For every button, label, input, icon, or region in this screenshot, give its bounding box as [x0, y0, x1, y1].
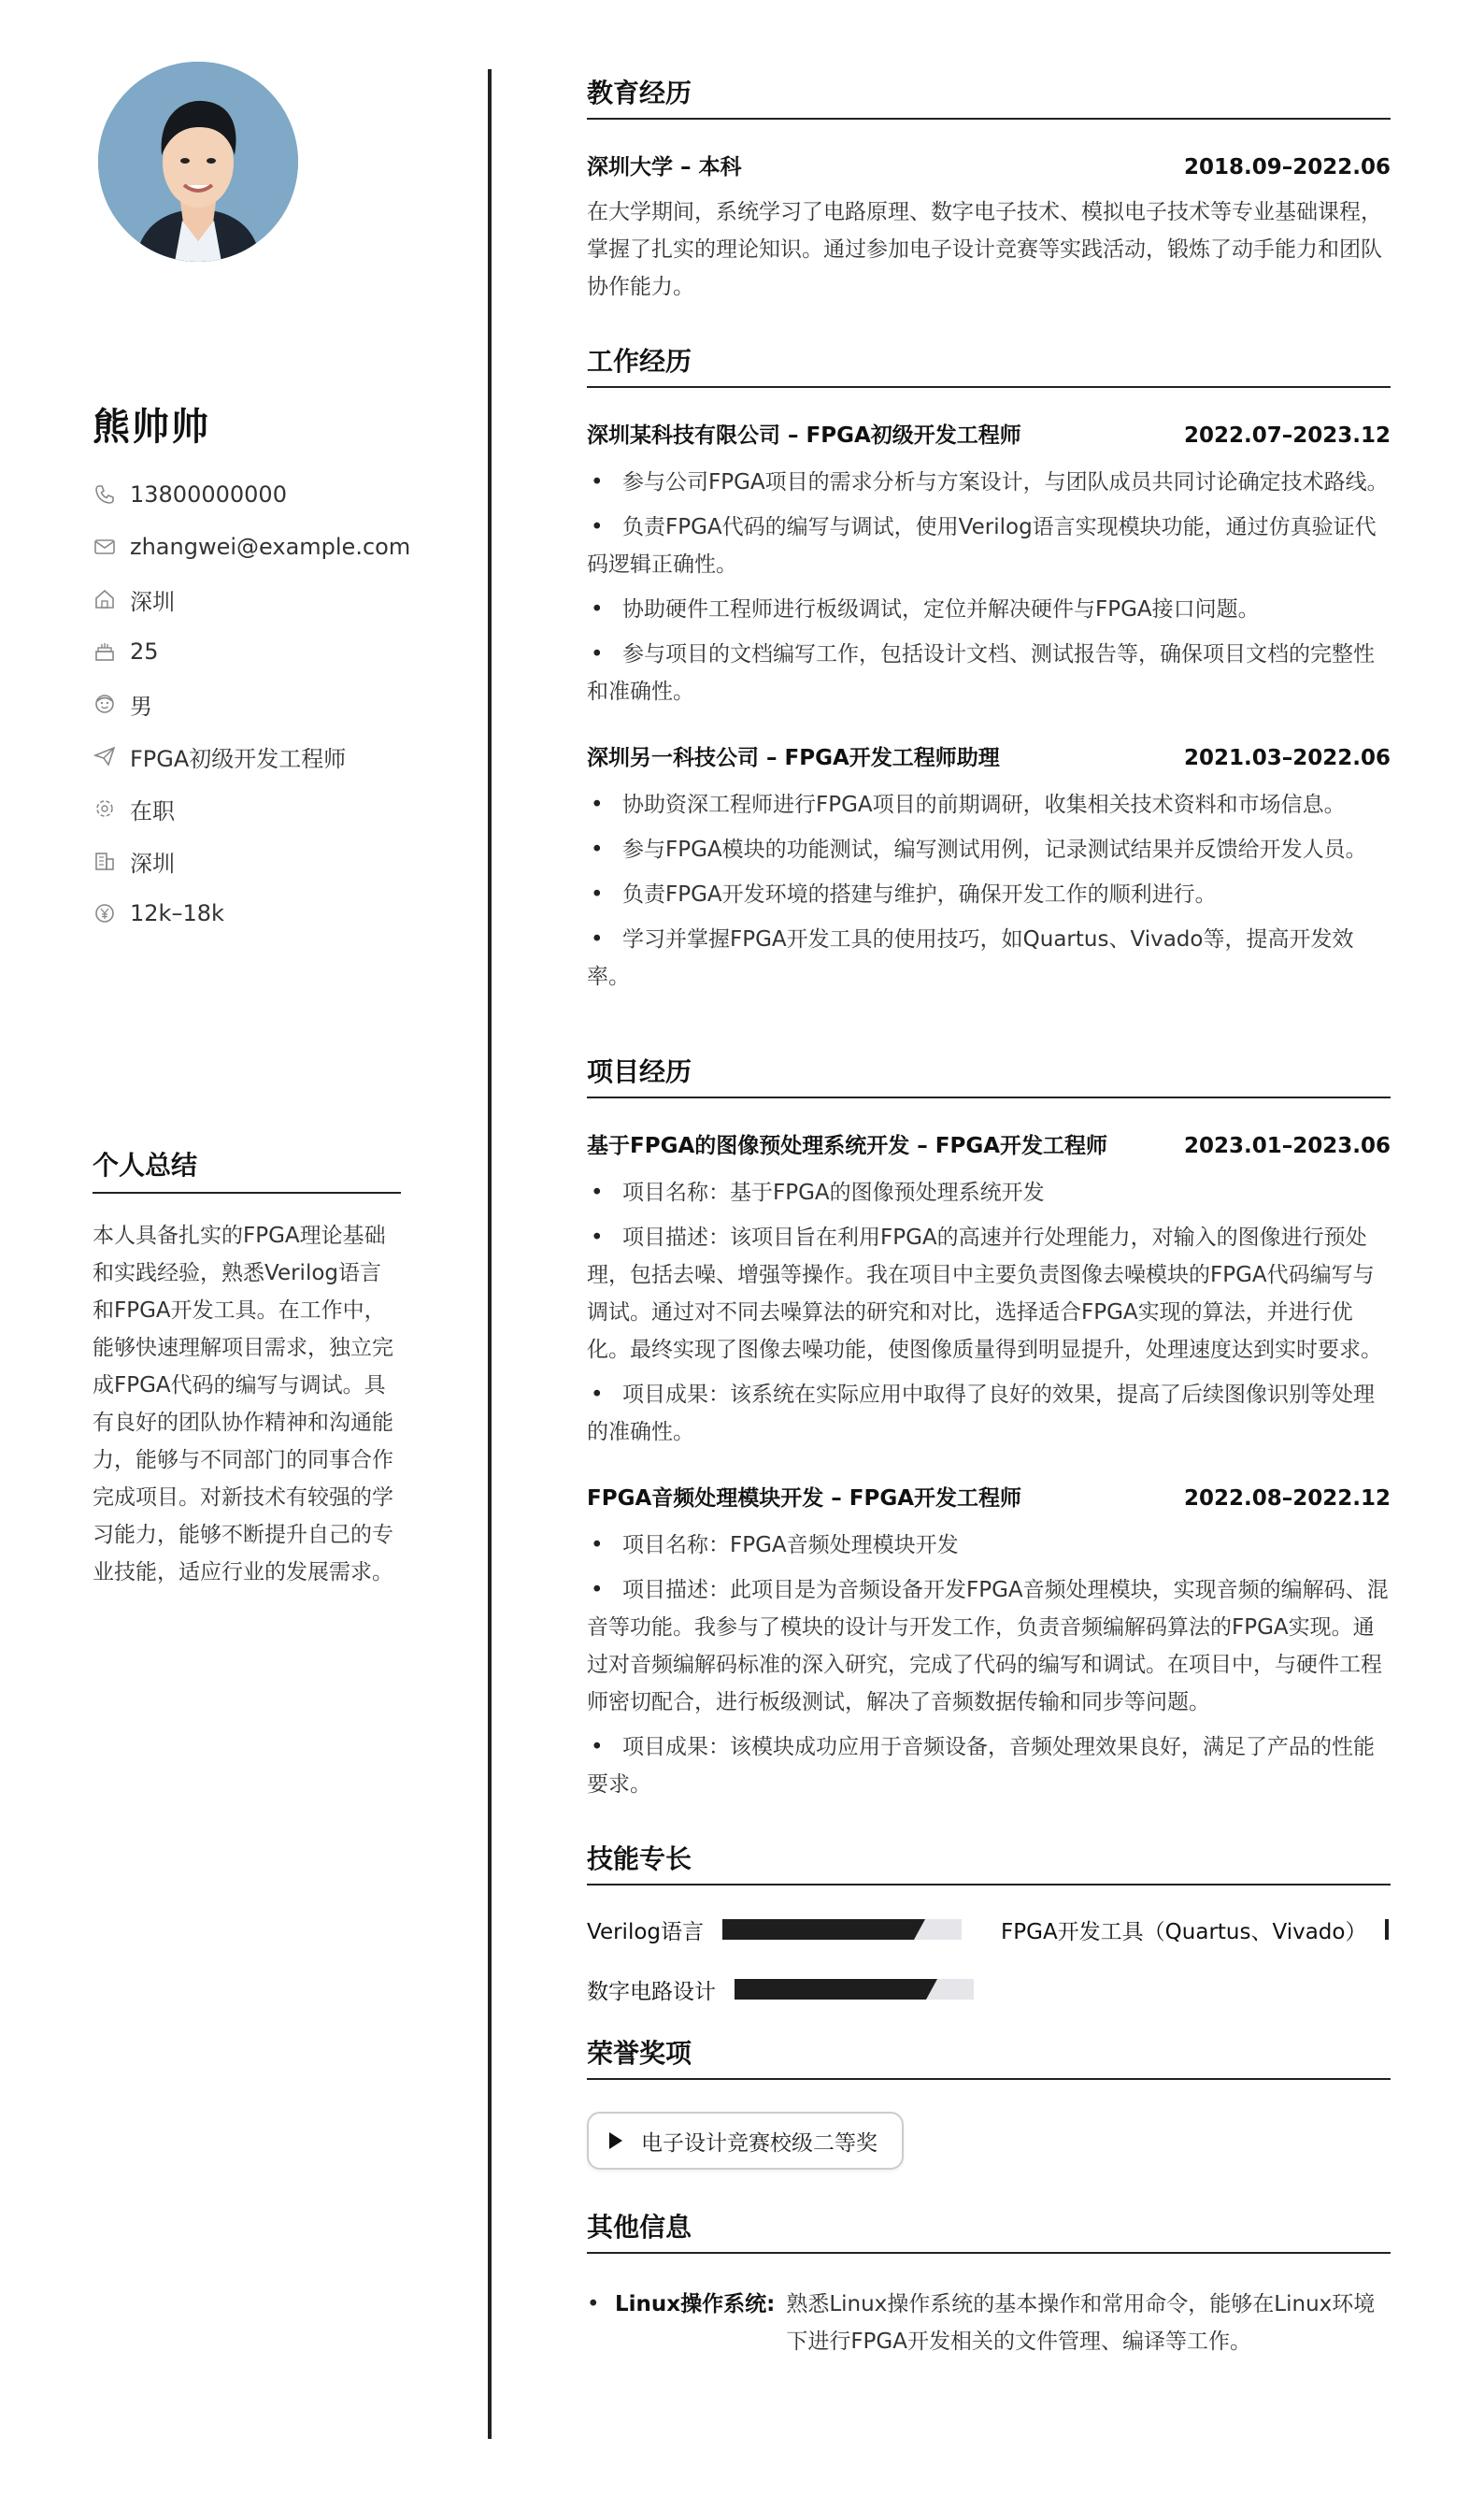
projects-title: 项目经历	[587, 1052, 1391, 1098]
main-content	[587, 73, 1391, 2360]
list-item: • 参与项目的文档编写工作，包括设计文档、测试报告等，确保项目文档的完整性和准确性。	[587, 636, 1391, 710]
award-badge[interactable]	[587, 2112, 904, 2170]
contact-age: 25	[130, 638, 159, 665]
contact-email: zhangwei@example.com	[130, 534, 411, 560]
avatar	[98, 62, 298, 262]
contact-location: 深圳	[130, 588, 175, 615]
education-head	[587, 150, 1391, 180]
skills-title: 技能专长	[587, 1839, 1391, 1885]
list-item: • 参与FPGA模块的功能测试，编写测试用例，记录测试结果并反馈给开发人员。	[587, 831, 1391, 868]
contact-item-email	[93, 521, 410, 573]
other-section	[587, 2207, 1391, 2360]
list-item: • 项目描述：该项目旨在利用FPGA的高速并行处理能力，对输入的图像进行预处理，包括去噪、增强等操作。我在项目中主要负责图像去噪模块的FPGA代码编写与调试。通过对不同去噪算法的研究和对比，选择适合FPGA实现的算法，并进行优化。最终实现了图像去噪功能，使图像质量得到明显提升，处理速度达到实时要求。	[587, 1219, 1391, 1369]
contact-status: 在职	[130, 797, 175, 824]
mail-icon	[93, 535, 117, 559]
status-icon	[93, 796, 117, 821]
contact-phone: 13800000000	[130, 481, 287, 508]
skill-row	[587, 1914, 1391, 1945]
list-item: • 项目名称：基于FPGA的图像预处理系统开发	[587, 1174, 1391, 1211]
project-date: 2023.01–2023.06	[1183, 1134, 1391, 1158]
contact-item-status	[93, 782, 410, 835]
skill-label: 数字电路设计	[587, 1979, 716, 2004]
contact-item-gender	[93, 678, 410, 730]
list-item: • 项目成果：该模块成功应用于音频设备，音频处理效果良好，满足了产品的性能要求。	[587, 1728, 1391, 1803]
skill-bar	[735, 1979, 974, 2000]
contact-city: 深圳	[130, 850, 175, 877]
contact-item-age	[93, 625, 410, 678]
education-desc: 在大学期间，系统学习了电路原理、数字电子技术、模拟电子技术等专业基础课程，掌握了扎实的理论知识。通过参加电子设计竞赛等实践活动，锻炼了动手能力和团队协作能力。	[587, 200, 1382, 299]
contact-item-city	[93, 835, 410, 887]
skill-bar-fill	[722, 1919, 914, 1940]
work-title: 工作经历	[587, 341, 1391, 388]
list-item: • 协助硬件工程师进行板级调试，定位并解决硬件与FPGA接口问题。	[587, 591, 1391, 628]
skill-bar-fill	[735, 1979, 926, 2000]
skills-section	[587, 1839, 1391, 2005]
job-date: 2021.03–2022.06	[1183, 746, 1391, 770]
skill-bar	[722, 1919, 962, 1940]
skill-label: FPGA开发工具（Quartus、Vivado）	[1001, 1919, 1367, 1944]
job-title: 深圳另一科技公司 – FPGA开发工程师助理	[587, 746, 1000, 770]
project-date: 2022.08–2022.12	[1183, 1486, 1391, 1511]
contact-position: FPGA初级开发工程师	[130, 745, 347, 772]
job-date: 2022.07–2023.12	[1183, 423, 1391, 448]
contact-gender: 男	[130, 693, 152, 720]
list-item: • 负责FPGA代码的编写与调试，使用Verilog语言实现模块功能，通过仿真验证代码逻辑正确性。	[587, 509, 1391, 583]
job-head	[587, 740, 1391, 771]
other-title: 其他信息	[587, 2207, 1391, 2254]
project-head	[587, 1481, 1391, 1512]
other-item	[587, 2286, 1391, 2360]
vertical-divider	[488, 69, 492, 2439]
skill-label: Verilog语言	[587, 1919, 705, 1944]
contact-list	[93, 468, 410, 939]
skill-bar	[1385, 1919, 1389, 1940]
skill-row	[587, 1973, 1391, 2005]
project-head	[587, 1128, 1391, 1159]
list-item: • 参与公司FPGA项目的需求分析与方案设计，与团队成员共同讨论确定技术路线。	[587, 464, 1391, 501]
contact-item-phone	[93, 468, 410, 521]
contact-salary: 12k–18k	[130, 900, 224, 926]
education-school: 深圳大学 – 本科	[587, 155, 742, 179]
list-item: • 负责FPGA开发环境的搭建与维护，确保开发工作的顺利进行。	[587, 876, 1391, 913]
education-section	[587, 73, 1391, 306]
list-item: • 协助资深工程师进行FPGA项目的前期调研，收集相关技术资料和市场信息。	[587, 786, 1391, 824]
award-label: 电子设计竞赛校级二等奖	[641, 2130, 878, 2156]
project-bullets	[587, 1174, 1391, 1451]
building-icon	[93, 849, 117, 873]
projects-section	[587, 1052, 1391, 1803]
list-item: • 项目名称：FPGA音频处理模块开发	[587, 1527, 1391, 1564]
avatar-photo-icon	[98, 62, 298, 262]
awards-title: 荣誉奖项	[587, 2033, 1391, 2080]
contact-item-location	[93, 573, 410, 625]
list-item: • 项目描述：此项目是为音频设备开发FPGA音频处理模块，实现音频的编解码、混音等功能。我参与了模块的设计与开发工作，负责音频编解码算法的FPGA实现。通过对音频编解码标准的深入研究，完成了代码的编写和调试。在项目中，与硬件工程师密切配合，进行板级测试，解决了音频数据传输和同步等问题。	[587, 1571, 1391, 1721]
summary-title: 个人总结	[93, 1145, 401, 1194]
yuan-icon	[93, 901, 117, 925]
project-title: 基于FPGA的图像预处理系统开发 – FPGA开发工程师	[587, 1134, 1108, 1158]
awards-section	[587, 2033, 1391, 2170]
other-value: 熟悉Linux操作系统的基本操作和常用命令，能够在Linux环境下进行FPGA开发相关的文件管理、编译等工作。	[786, 2292, 1376, 2354]
list-item: • 项目成果：该系统在实际应用中取得了良好的效果，提高了后续图像识别等处理的准确性。	[587, 1376, 1391, 1451]
face-icon	[93, 692, 117, 716]
project-title: FPGA音频处理模块开发 – FPGA开发工程师	[587, 1486, 1022, 1511]
job-bullets	[587, 786, 1391, 996]
contact-item-salary	[93, 887, 410, 939]
bullet-icon: •	[587, 2292, 600, 2316]
other-key: Linux操作系统:	[615, 2292, 776, 2316]
education-title: 教育经历	[587, 73, 1391, 120]
job-head	[587, 418, 1391, 449]
phone-icon	[93, 482, 117, 507]
summary-text: 本人具备扎实的FPGA理论基础和实践经验，熟悉Verilog语言和FPGA开发工具。在工作中，能够快速理解项目需求，独立完成FPGA代码的编写与调试。具有良好的团队协作精神和沟通能力，能够与不同部门的同事合作完成项目。对新技术有较强的学习能力，能够不断提升自己的专业技能，适应行业的发展需求。	[93, 1224, 393, 1584]
project-bullets	[587, 1527, 1391, 1803]
play-icon	[609, 2132, 622, 2149]
contact-item-position	[93, 730, 410, 782]
education-date: 2018.09–2022.06	[1183, 155, 1391, 179]
profile-name: 熊帅帅	[93, 406, 210, 449]
send-icon	[93, 744, 117, 768]
home-icon	[93, 587, 117, 611]
sidebar	[0, 0, 467, 2509]
skills-list	[587, 1914, 1391, 2005]
list-item: • 学习并掌握FPGA开发工具的使用技巧，如Quartus、Vivado等，提高开发效率。	[587, 921, 1391, 996]
job-bullets	[587, 464, 1391, 710]
job-title: 深圳某科技有限公司 – FPGA初级开发工程师	[587, 423, 1021, 448]
cake-icon	[93, 639, 117, 664]
work-section	[587, 341, 1391, 996]
